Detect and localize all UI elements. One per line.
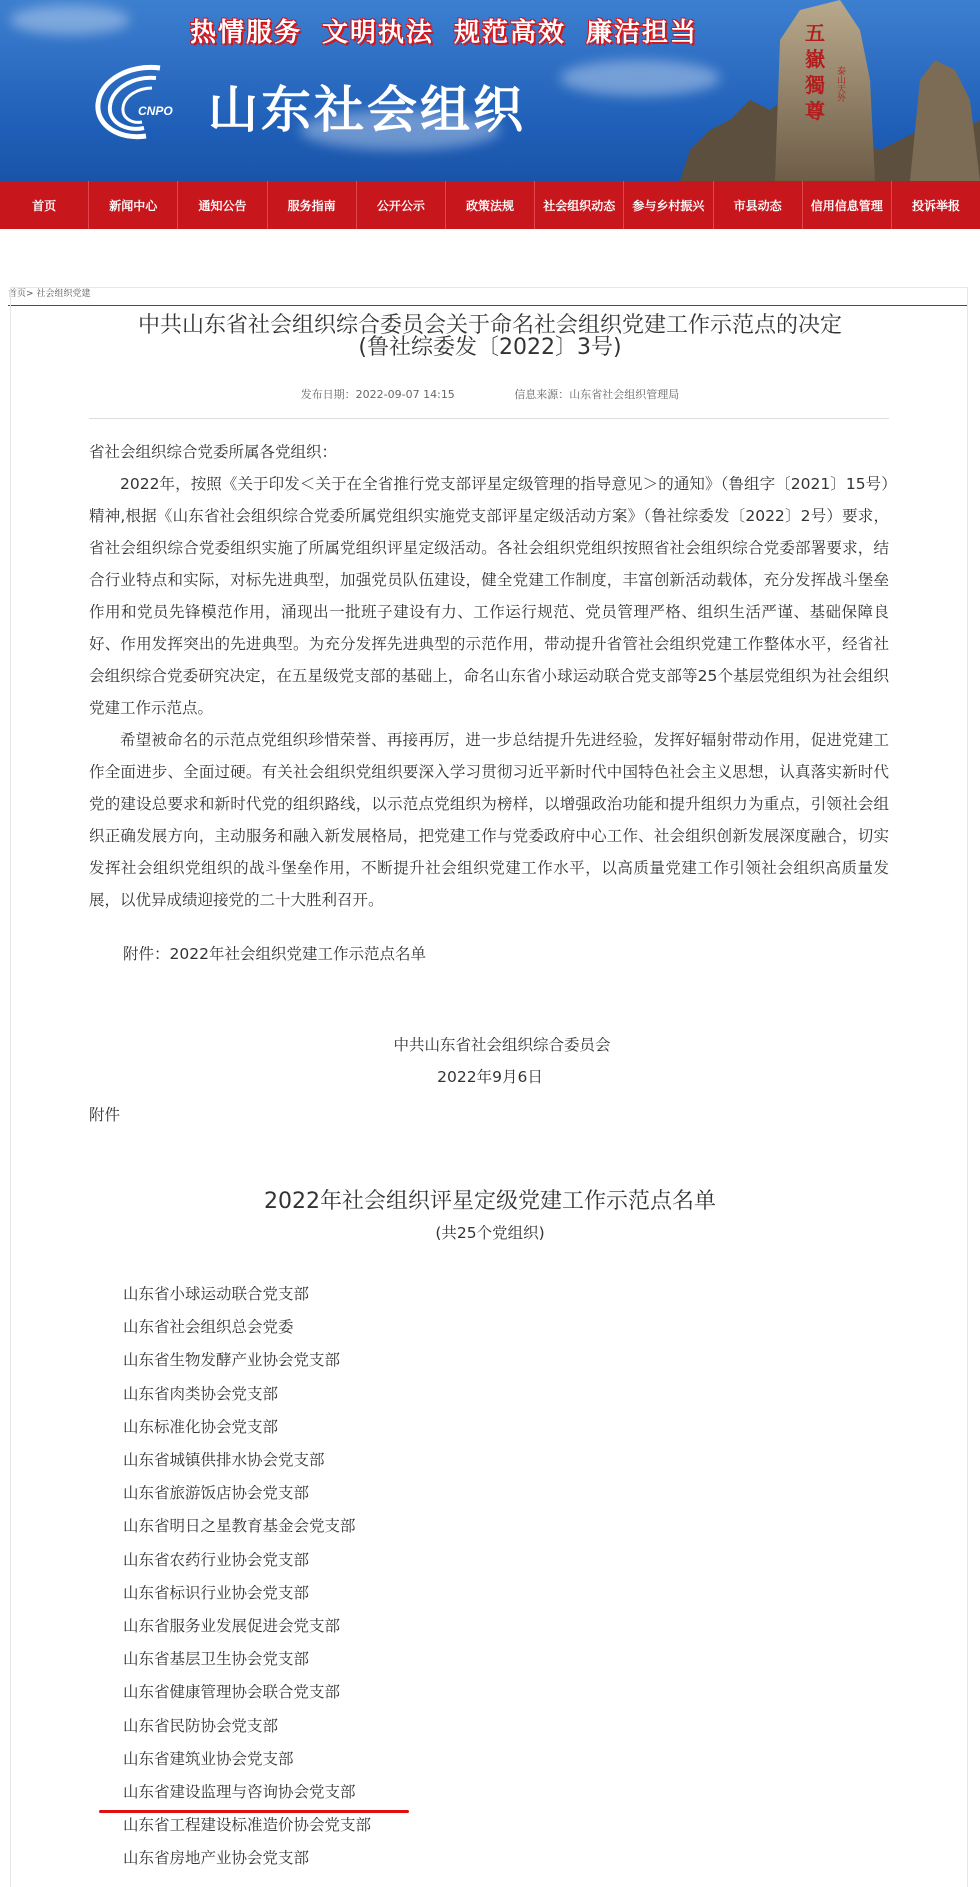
nav-item-news[interactable]: 新闻中心: [89, 181, 178, 229]
nav-item-service-guide[interactable]: 服务指南: [268, 181, 357, 229]
rock-char: 嶽: [805, 47, 825, 71]
header-banner: [0, 0, 980, 181]
attachment-link[interactable]: 附件：2022年社会组织党建工作示范点名单: [123, 945, 426, 963]
list-title: 2022年社会组织评星定级党建工作示范点名单: [264, 1189, 716, 1214]
nav-item-rural-revitalization[interactable]: 参与乡村振兴: [624, 181, 713, 229]
nav-item-home[interactable]: 首页: [0, 181, 89, 229]
nav-item-notices[interactable]: 通知公告: [178, 181, 267, 229]
meta-divider: [89, 418, 889, 419]
nav-item-public-disclosure[interactable]: 公开公示: [357, 181, 446, 229]
org-list: [123, 1278, 371, 1876]
cloud-decoration: [10, 5, 130, 35]
site-title[interactable]: 山东社会组织: [208, 81, 526, 139]
paragraph-2: 希望被命名的示范点党组织珍惜荣誉、再接再厉，进一步总结提升先进经验，发挥好辐射带动作用，促进党建工作全面进步、全面过硬。有关社会组织党组织要深入学习贯彻习近平新时代中国特色社会主义思想，认真落实新时代党的建设总要求和新时代党的组织路线，以示范点党组织为榜样，以增强政治功能和提升组织力为重点，引领社会组织正确发展方向，主动服务和融入新发展格局，把党建工作与党委政府中心工作、社会组织创新发展深度融合，切实发挥社会组织党组织的战斗堡垒作用，不断提升社会组织党建工作水平，以高质量党建工作引领社会组织高质量发展，以优异成绩迎接党的二十大胜利召开。: [89, 731, 889, 909]
list-item: 山东省民防协会党支部: [123, 1716, 279, 1735]
list-item: 山东省明日之星教育基金会党支部: [123, 1517, 356, 1536]
article-body: [89, 436, 889, 916]
signature-date: 2022年9月6日: [437, 1068, 543, 1086]
list-subtitle: (共25个党组织): [435, 1224, 545, 1242]
list-item: 山东标准化协会党支部: [123, 1417, 279, 1436]
article-title: [11, 315, 969, 359]
breadcrumb-separator: >: [26, 289, 34, 299]
salutation: 省社会组织综合党委所属各党组织：: [89, 443, 338, 461]
nav-item-complaints[interactable]: 投诉举报: [911, 198, 960, 213]
signature-org: 中共山东省社会组织综合委员会: [393, 1036, 611, 1054]
list-item: 山东省城镇供排水协会党支部: [123, 1451, 325, 1470]
slogan-item: 热情服务: [190, 18, 303, 48]
article-title-line1: 中共山东省社会组织综合委员会关于命名社会组织党建工作示范点的决定: [137, 313, 842, 338]
main-nav: [0, 181, 980, 229]
list-item: 山东省工程建设标准造价协会党支部: [123, 1816, 372, 1835]
publish-date: 发布日期：2022-09-07 14:15: [300, 388, 455, 401]
attachment-label: 附件: [89, 1106, 121, 1124]
list-item: 山东省社会组织总会党委: [123, 1318, 294, 1337]
nav-item-policy[interactable]: 政策法规: [446, 181, 535, 229]
header-slogan: [190, 12, 718, 49]
list-item: 山东省小球运动联合党支部: [123, 1285, 310, 1303]
article-container: [10, 287, 968, 1887]
slogan-item: 文明执法: [322, 18, 435, 48]
list-item: 山东省标识行业协会党支部: [123, 1583, 310, 1602]
list-item: 山东省生物发酵产业协会党支部: [123, 1351, 341, 1370]
nav-item-org-dynamics[interactable]: 社会组织动态: [535, 181, 624, 229]
cnpo-logo-icon[interactable]: [90, 60, 186, 140]
article-title-line2: (鲁社综委发〔2022〕3号): [358, 335, 622, 360]
info-source: 信息来源：山东省社会组织管理局: [514, 388, 680, 401]
slogan-item: 规范高效: [454, 18, 567, 48]
list-item: 山东省服务业发展促进会党支部: [123, 1617, 341, 1636]
paragraph-1: 2022年，按照《关于印发＜关于在全省推行党支部评星定级管理的指导意见＞的通知》（鲁组字〔2021〕15号）精神,根据《山东省社会组织综合党委所属党组织实施党支部评星定级活动方案》（鲁社综委发〔2022〕2号）要求，省社会组织综合党委组织实施了所属党组织评星定级活动。各社会组织党组织按照省社会组织综合党委部署要求，结合行业特点和实际，对标先进典型，加强党员队伍建设，健全党建工作制度，丰富创新活动载体，充分发挥战斗堡垒作用和党员先锋模范作用，涌现出一批班子建设有力、工作运行规范、党员管理严格、组织生活严谨、基础保障良好、作用发挥突出的先进典型。为充分发挥先进典型的示范作用，带动提升省管社会组织党建工作整体水平，经省社会组织综合党委研究决定，在五星级党支部的基础上，命名山东省小球运动联合党支部等25个基层党组织为社会组织党建工作示范点。: [89, 475, 889, 717]
list-item: 山东省旅游饭店协会党支部: [123, 1484, 310, 1503]
breadcrumb-home-link[interactable]: 首页: [8, 289, 27, 299]
nav-item-city-county[interactable]: 市县动态: [714, 181, 803, 229]
rock-char: 尊: [805, 99, 825, 123]
taishan-rock-image: [680, 0, 980, 181]
slogan-item: 廉洁担当: [586, 18, 699, 48]
list-item: 山东省建设监理与咨询协会党支部: [123, 1783, 356, 1802]
list-item: 山东省农药行业协会党支部: [123, 1550, 310, 1569]
nav-item-credit-info[interactable]: 信用信息管理: [803, 181, 892, 229]
list-item: 山东省健康管理协会联合党支部: [123, 1683, 341, 1702]
logo-text: CNPO: [138, 104, 173, 118]
highlight-underline: [99, 1810, 409, 1813]
list-item: 山东省房地产业协会党支部: [123, 1849, 310, 1868]
list-item: 山东省基层卫生协会党支部: [123, 1650, 310, 1669]
rock-char: 獨: [805, 73, 825, 97]
rock-char: 五: [805, 21, 825, 45]
article-meta: [11, 386, 969, 402]
breadcrumb-current-link[interactable]: 社会组织党建: [36, 289, 91, 299]
rock-small-text: 泰山天外: [835, 66, 845, 102]
list-item: 山东省肉类协会党支部: [123, 1384, 279, 1403]
list-item: 山东省建筑业协会党支部: [123, 1749, 294, 1768]
